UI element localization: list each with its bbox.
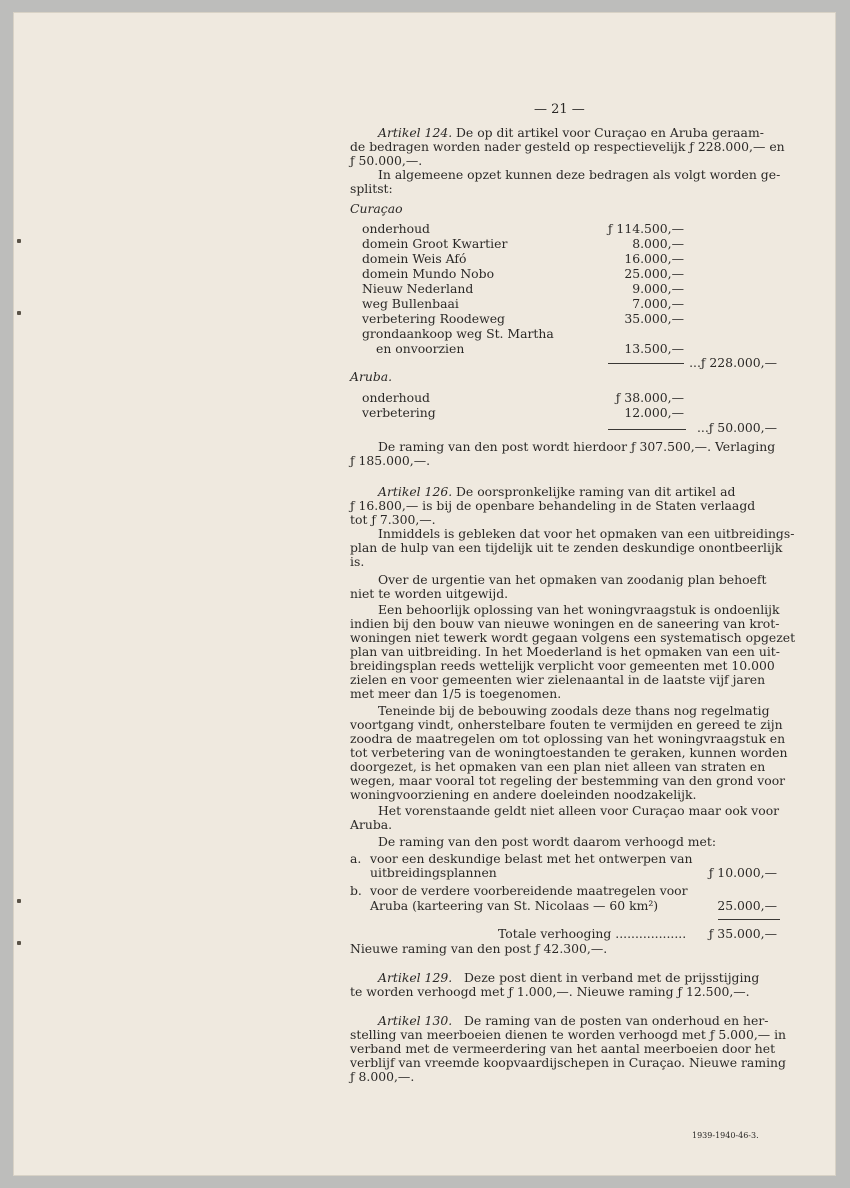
subtotal-rule — [608, 429, 686, 430]
total-amount: ƒ 35.000,— — [708, 926, 777, 941]
article-129-line: Deze post dient in verband met de prijsstijging — [464, 970, 760, 985]
article-129-label: Artikel 129. — [378, 970, 453, 985]
article-126-line: woningen niet tewerk wordt gegaan volgens een systematisch opgezet — [350, 630, 796, 645]
binding-hole-mark — [17, 239, 21, 243]
table-row-label: weg Bullenbaai — [362, 296, 459, 311]
article-126-line: wegen, maar vooral tot regeling der bestemming van den grond voor — [350, 773, 786, 788]
article-126-line: plan de hulp van een tijdelijk uit te zenden deskundige onontbeerlijk — [350, 540, 783, 555]
article-126-line: De oorspronkelijke raming van dit artikel ad — [456, 484, 736, 499]
list-item-amount: ƒ 10.000,— — [708, 865, 777, 880]
article-126-line: Een behoorlijk oplossing van het woningvraagstuk is ondoenlijk — [378, 602, 780, 617]
table-row-label: domein Weis Afó — [362, 251, 467, 266]
article-124-result: De raming van den post wordt hierdoor ƒ 307.500,—. Verlaging — [378, 439, 776, 454]
article-126-label: Artikel 126. — [378, 484, 453, 499]
article-126-line: De raming van den post wordt daarom verhoogd met: — [378, 834, 717, 849]
article-124-line: ƒ 50.000,—. — [350, 153, 423, 168]
table-row-amount: 7.000,— — [632, 296, 684, 311]
page-number: — 21 — — [534, 102, 585, 117]
article-126-line: is. — [350, 554, 365, 569]
table-row-label: onderhoud — [362, 390, 430, 405]
footer-code: 1939-1940-46-3. — [692, 1131, 759, 1140]
new-estimate: Nieuwe raming van den post ƒ 42.300,—. — [350, 941, 608, 956]
total-label: Totale verhooging .................. — [498, 926, 687, 941]
article-126-line: breidingsplan reeds wettelijk verplicht voor gemeenten met 10.000 — [350, 658, 775, 673]
article-126-line: voortgang vindt, onherstelbare fouten te vermijden en gereed te zijn — [350, 717, 783, 732]
list-marker: a. — [350, 851, 362, 866]
article-124-line: De op dit artikel voor Curaçao en Aruba geraam- — [456, 125, 764, 140]
article-130-line: ƒ 8.000,—. — [350, 1069, 415, 1084]
article-126-line: zielen en voor gemeenten wier zielenaantal in de laatste vijf jaren — [350, 672, 766, 687]
article-124-line: splitst: — [350, 181, 393, 196]
article-126-line: plan van uitbreiding. In het Moederland is het opmaken van een uit- — [350, 644, 780, 659]
list-item: voor de verdere voorbereidende maatregelen voor — [370, 883, 688, 898]
list-marker: b. — [350, 883, 362, 898]
article-130-line: De raming van de posten van onderhoud en her- — [464, 1013, 769, 1028]
aruba-heading: Aruba. — [350, 369, 393, 384]
curacao-heading: Curaçao — [350, 201, 403, 216]
table-row-label: grondaankoop weg St. Martha — [362, 326, 554, 341]
article-126-line: Teneinde bij de bebouwing zoodals deze thans nog regelmatig — [378, 703, 770, 718]
article-130-label: Artikel 130. — [378, 1013, 453, 1028]
table-row-label: Nieuw Nederland — [362, 281, 474, 296]
article-126-line: niet te worden uitgewijd. — [350, 586, 509, 601]
list-item: voor een deskundige belast met het ontwerpen van — [370, 851, 693, 866]
article-126-line: zoodra de maatregelen om tot oplossing van het woningvraagstuk en — [350, 731, 786, 746]
article-126-line: tot ƒ 7.300,—. — [350, 512, 436, 527]
curacao-total: ...ƒ 228.000,— — [689, 355, 777, 370]
binding-hole-mark — [17, 899, 21, 903]
list-item: Aruba (karteering van St. Nicolaas — 60 km²) — [370, 898, 659, 913]
article-126-line: tot verbetering van de woningtoestanden te geraken, kunnen worden — [350, 745, 788, 760]
table-row-amount: 12.000,— — [624, 405, 684, 420]
list-item: uitbreidingsplannen — [370, 865, 497, 880]
subtotal-rule — [608, 363, 684, 364]
table-row-amount: 8.000,— — [632, 236, 684, 251]
table-row-amount: 9.000,— — [632, 281, 684, 296]
table-row-label: onderhoud — [362, 221, 430, 236]
document-page — [14, 13, 835, 1175]
article-126-line: woningvoorziening en andere doeleinden noodzakelijk. — [350, 787, 697, 802]
aruba-total: ...ƒ 50.000,— — [696, 420, 777, 435]
table-row-amount: ƒ 114.500,— — [607, 221, 684, 236]
table-row-amount: 13.500,— — [624, 341, 684, 356]
total-rule — [718, 919, 780, 920]
article-130-line: verband met de vermeerdering van het aantal meerboeien door het — [350, 1041, 776, 1056]
article-124-result: ƒ 185.000,—. — [350, 453, 431, 468]
article-126-line: ƒ 16.800,— is bij de openbare behandeling in de Staten verlaagd — [350, 498, 756, 513]
table-row-amount: 16.000,— — [624, 251, 684, 266]
binding-hole-mark — [17, 311, 21, 315]
article-130-line: stelling van meerboeien dienen te worden verhoogd met ƒ 5.000,— in — [350, 1027, 787, 1042]
binding-hole-mark — [17, 941, 21, 945]
article-126-line: indien bij den bouw van nieuwe woningen en de saneering van krot- — [350, 616, 780, 631]
table-row-label: domein Groot Kwartier — [362, 236, 508, 251]
table-row-amount: ƒ 38.000,— — [615, 390, 684, 405]
article-126-line: Inmiddels is gebleken dat voor het opmaken van een uitbreidings- — [378, 526, 795, 541]
article-130-line: verblijf van vreemde koopvaardijschepen in Curaçao. Nieuwe raming — [350, 1055, 786, 1070]
table-row-label: domein Mundo Nobo — [362, 266, 495, 281]
table-row-label: en onvoorzien — [376, 341, 465, 356]
article-124-line: de bedragen worden nader gesteld op respectievelijk ƒ 228.000,— en — [350, 139, 785, 154]
article-126-line: Aruba. — [350, 817, 393, 832]
article-124-line: In algemeene opzet kunnen deze bedragen als volgt worden ge- — [378, 167, 781, 182]
article-129-line: te worden verhoogd met ƒ 1.000,—. Nieuwe raming ƒ 12.500,—. — [350, 984, 750, 999]
article-126-line: doorgezet, is het opmaken van een plan niet alleen van straten en — [350, 759, 766, 774]
table-row-amount: 25.000,— — [624, 266, 684, 281]
article-126-line: met meer dan 1/5 is toegenomen. — [350, 686, 562, 701]
article-126-line: Over de urgentie van het opmaken van zoodanig plan behoeft — [378, 572, 767, 587]
table-row-label: verbetering — [362, 405, 436, 420]
list-item-amount: 25.000,— — [717, 898, 777, 913]
table-row-amount: 35.000,— — [624, 311, 684, 326]
table-row-label: verbetering Roodeweg — [362, 311, 505, 326]
article-124-label: Artikel 124. — [378, 125, 453, 140]
article-126-line: Het vorenstaande geldt niet alleen voor Curaçao maar ook voor — [378, 803, 780, 818]
